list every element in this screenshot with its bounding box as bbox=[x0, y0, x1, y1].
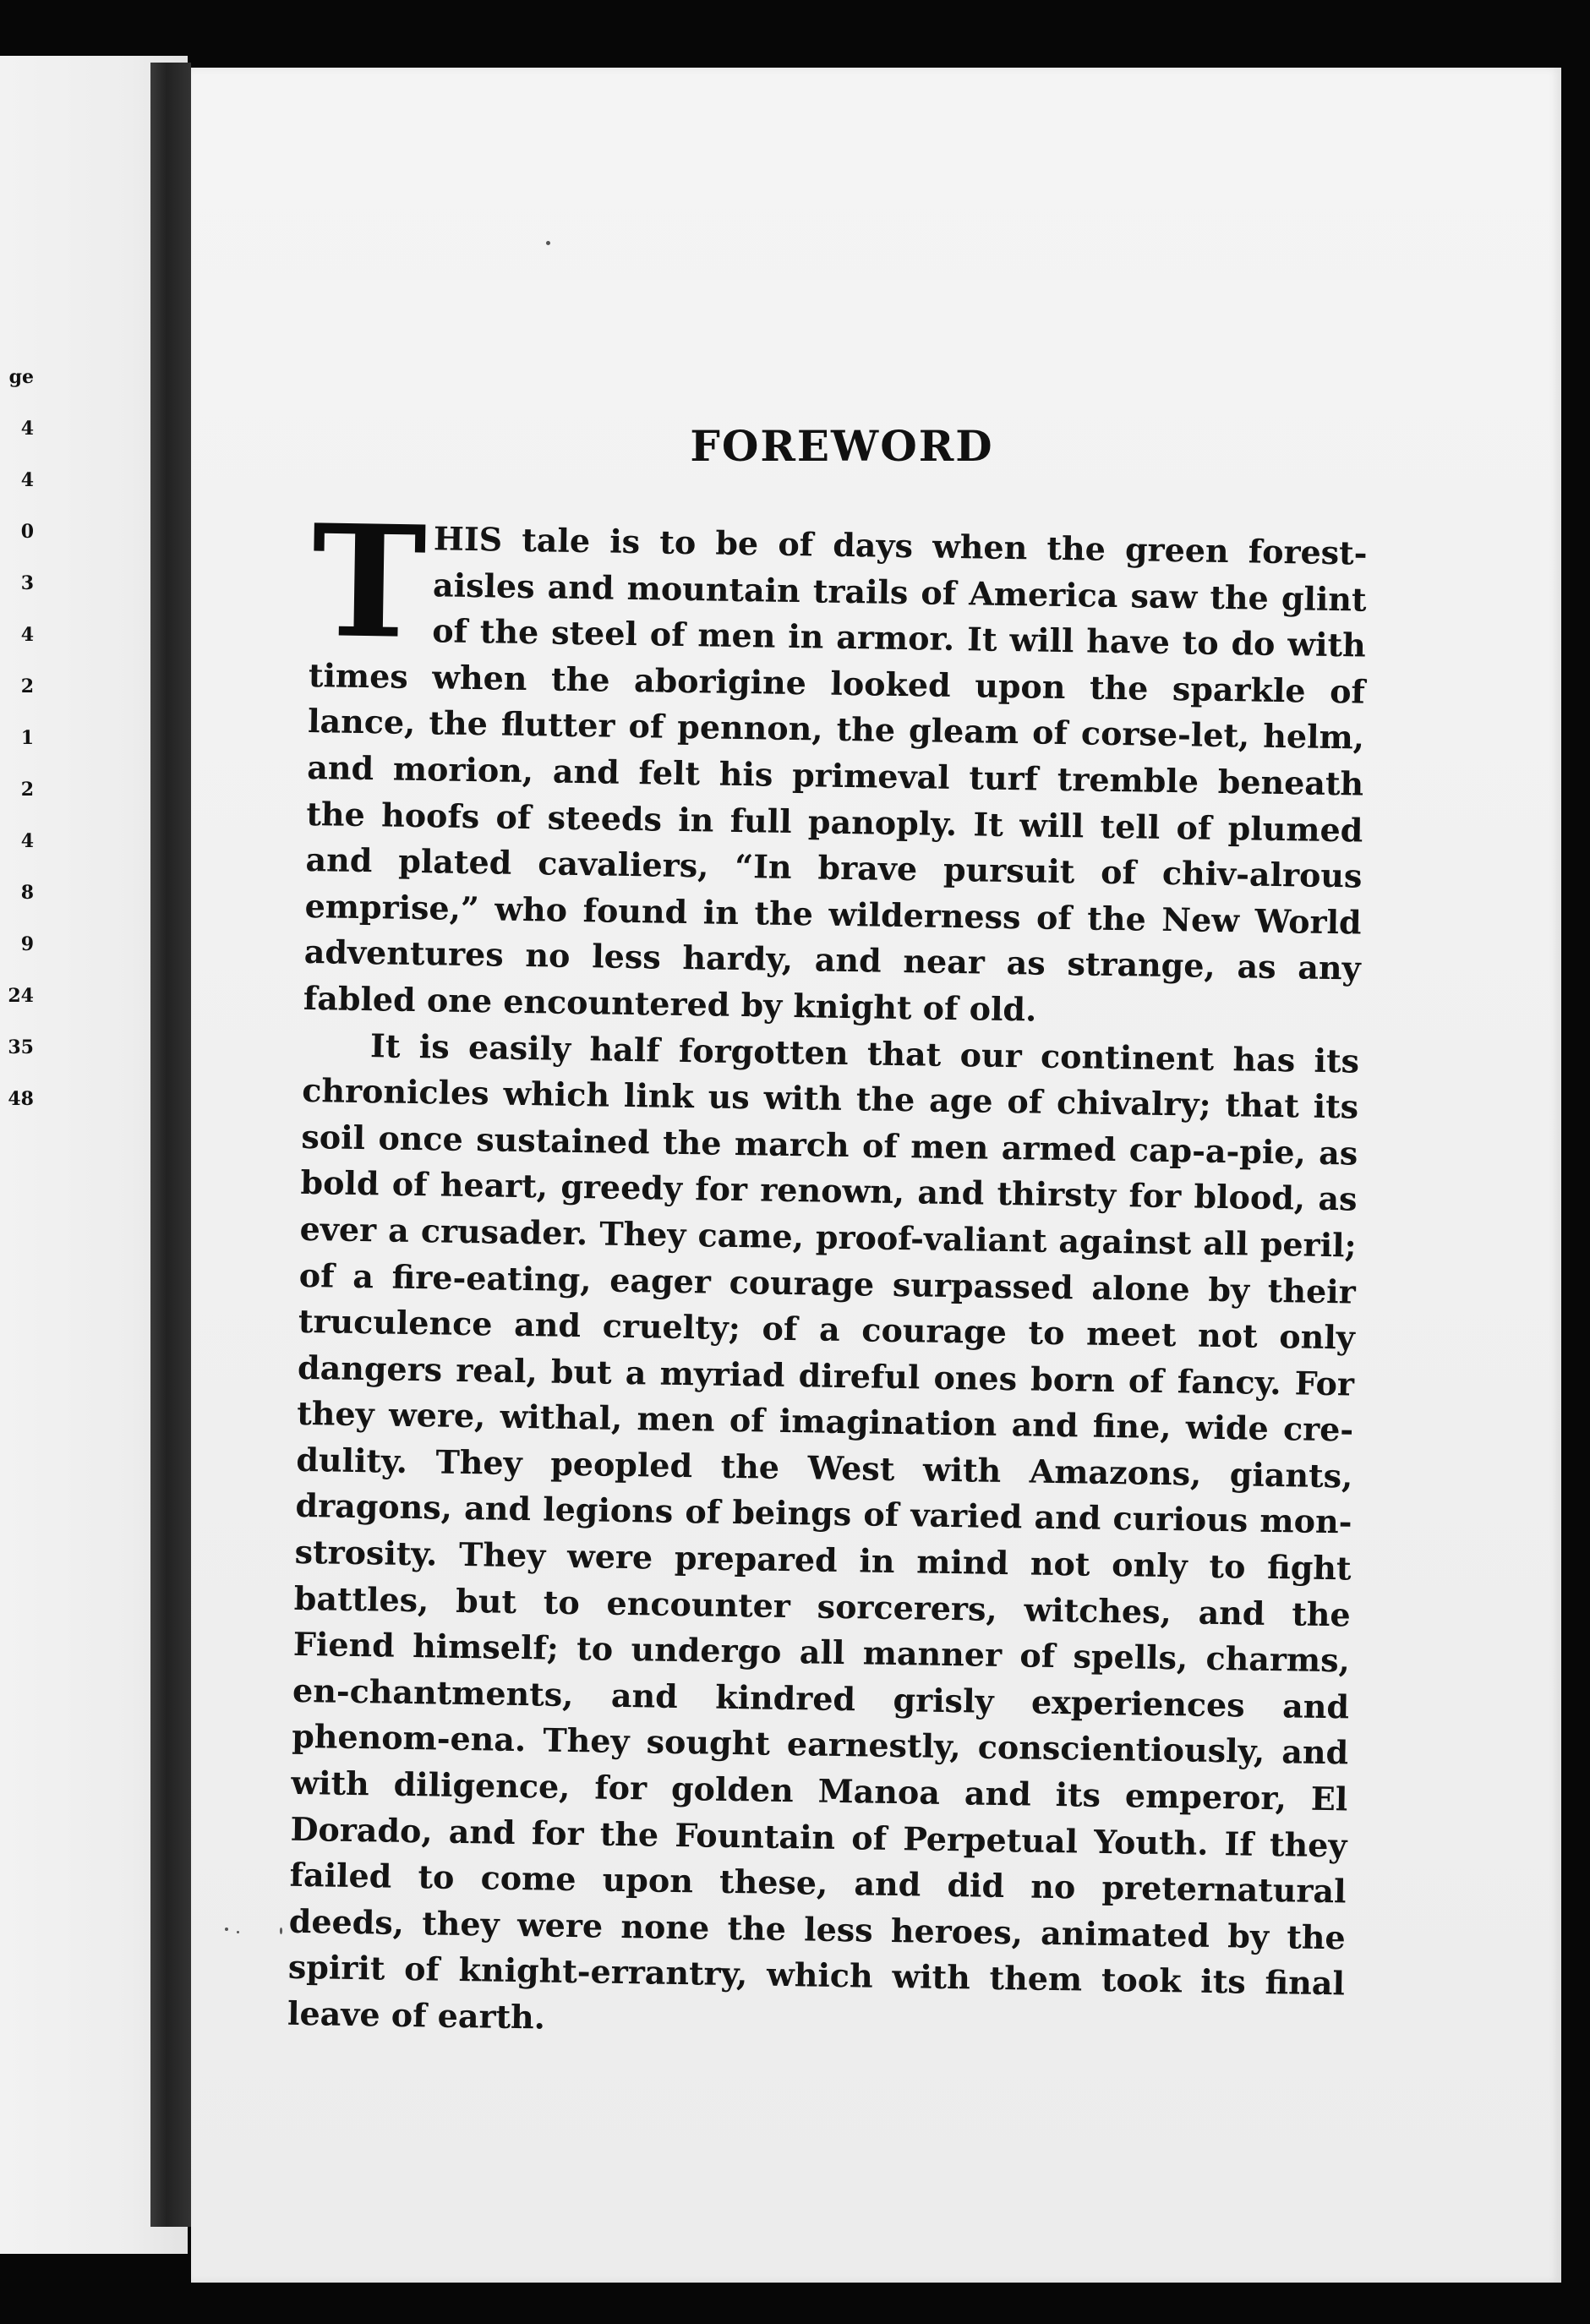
drop-cap: T bbox=[310, 490, 428, 674]
page-number: 35 bbox=[8, 1036, 34, 1058]
page-number: 3 bbox=[20, 572, 34, 594]
page-number: 4 bbox=[20, 624, 34, 646]
page-number: ge bbox=[8, 366, 34, 388]
foreword-text bbox=[287, 490, 1368, 2053]
page-number: 8 bbox=[20, 882, 34, 904]
contents-page-numbers bbox=[0, 352, 34, 1125]
page-number: 2 bbox=[20, 675, 34, 697]
page-title: FOREWORD bbox=[690, 421, 994, 471]
paragraph: It is easily half forgotten that our continent has its chronicles which link us with the age of chivalry; that its soil once sustained the march of men armed cap-a-pie, as bold of heart, greedy for renown, and thirsty for blood, as ever a crusader. They came, proof-valiant against all peril; of a fire-eating, eager courage surpassed alone by their truculence and cruelty; of a courage to meet not only dangers real, but a myriad direful ones born of fancy. For they were, withal, men of imagination and fine, wide cre-dulity. They peopled the West with Amazons, giants, dragons, and legions of beings of varied and curious mon-strosity. They were prepared in mind not only to fight battles, but to encounter sorcerers, witches, and the Fiend himself; to undergo all manner of spells, charms, en-chantments, and kindred grisly experiences and phenom-ena. They sought earnestly, conscientiously, and with diligence, for golden Manoa and its emperor, El Dorado, and for the Fountain of Perpetual Youth. If they failed to come upon these, and did no preternatural deeds, they were none the less heroes, animated by the spirit of knight-errantry, which with them took its final leave of earth. bbox=[287, 1025, 1360, 2037]
page-number: 1 bbox=[20, 727, 34, 749]
page-number: 4 bbox=[20, 830, 34, 852]
paper-speck bbox=[225, 1928, 228, 1931]
page-number: 48 bbox=[8, 1088, 34, 1110]
foreword-page bbox=[191, 68, 1561, 2283]
paper-speck bbox=[237, 1931, 239, 1933]
paragraph-text: HIS tale is to be of days when the green forest-aisles and mountain trails of America saw the glint of the steel of men in armor. It will have to do with times when the aborigine looked upon the sparkle of lance, the flutter of pennon, the gleam of corse-let, helm, and morion, and felt his primeval turf tremble beneath the hoofs of steeds in full panoply. It will tell of plumed and plated cavaliers, “In brave pursuit of chiv-alrous emprise,” who found in the wilderness of the New World adventures no less hardy, and near as strange, as any fabled one encountered by knight of old. bbox=[303, 519, 1368, 1029]
book-gutter bbox=[150, 63, 191, 2227]
page-number: 9 bbox=[20, 933, 34, 955]
page-number: 4 bbox=[20, 469, 34, 491]
page-number: 2 bbox=[20, 779, 34, 801]
paragraph bbox=[303, 490, 1368, 1038]
page-number: 0 bbox=[20, 521, 34, 543]
paper-speck bbox=[546, 241, 550, 245]
paper-speck bbox=[280, 1928, 282, 1934]
page-number: 24 bbox=[8, 985, 34, 1007]
page-number: 4 bbox=[20, 418, 34, 440]
